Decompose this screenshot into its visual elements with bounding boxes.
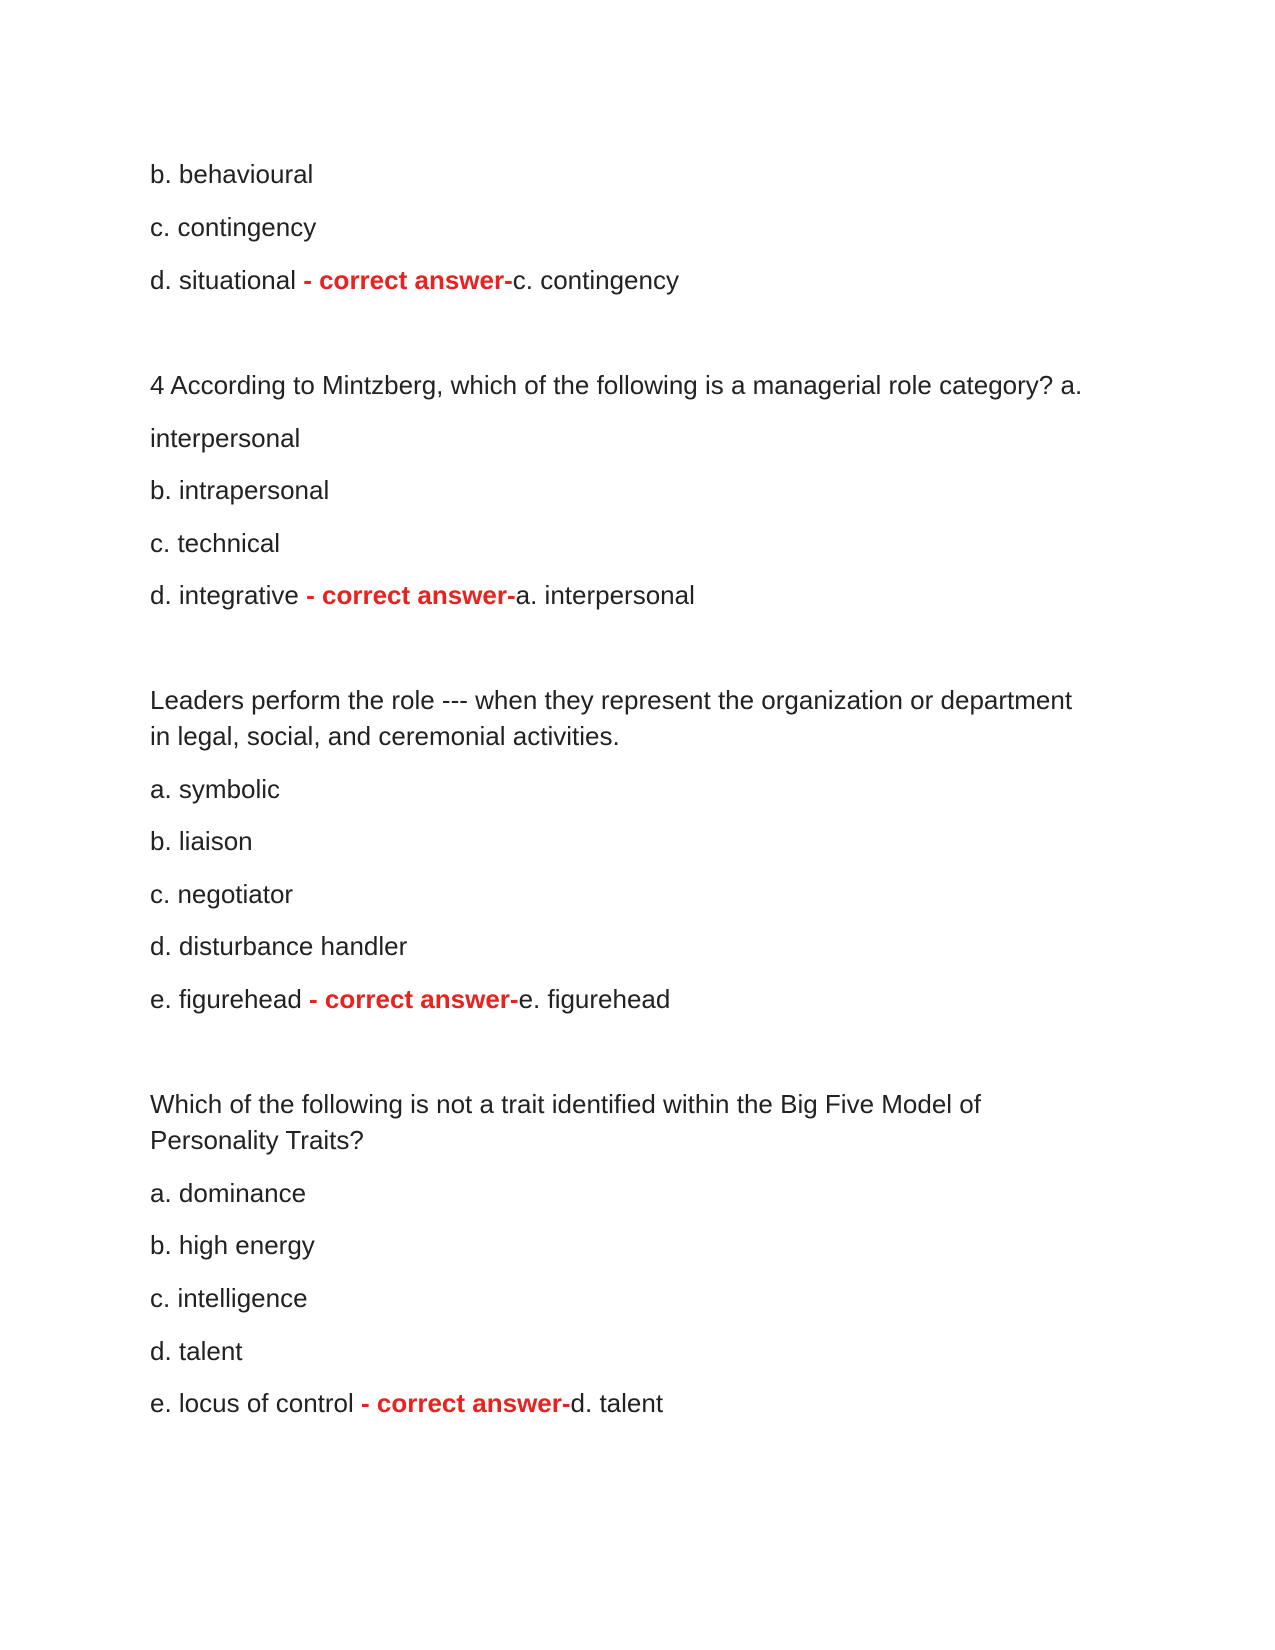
answer-text: c. contingency [512, 265, 679, 295]
option-text: b. intrapersonal [150, 475, 330, 505]
correct-answer-marker: - correct answer- [306, 580, 516, 610]
option-text: a. dominance [150, 1178, 307, 1208]
q4-option-c [150, 528, 280, 558]
q3-option-d-with-answer [150, 265, 679, 295]
option-text: b. behavioural [150, 159, 314, 189]
option-text: a. symbolic [150, 774, 281, 804]
q5-option-b [150, 826, 253, 856]
correct-answer-marker: - correct answer- [303, 265, 513, 295]
correct-answer-marker: - correct answer- [361, 1388, 571, 1418]
q5-option-d [150, 931, 407, 961]
option-text: d. disturbance handler [150, 931, 408, 961]
answer-text: e. figurehead [518, 984, 671, 1014]
answer-text: a. interpersonal [515, 580, 695, 610]
q6-option-b [150, 1230, 315, 1260]
option-text: e. locus of control [150, 1388, 354, 1418]
q6-option-a [150, 1178, 306, 1208]
q5-question-line1: Leaders perform the role --- when they represent the organization or department [150, 685, 1073, 715]
q4-option-b [150, 475, 329, 505]
option-text: c. technical [150, 528, 281, 558]
q4-question-line1: 4 According to Mintzberg, which of the following is a managerial role category? a. [150, 370, 1083, 400]
q6-option-d [150, 1336, 243, 1366]
option-text: e. figurehead [150, 984, 302, 1014]
q6-option-e-with-answer [150, 1388, 663, 1418]
option-text: c. negotiator [150, 879, 294, 909]
q6-question-line2: Personality Traits? [150, 1125, 364, 1155]
q5-option-e-with-answer [150, 984, 670, 1014]
answer-text: d. talent [570, 1388, 664, 1418]
q3-option-b [150, 159, 313, 189]
q5-question-line2: in legal, social, and ceremonial activities. [150, 721, 620, 751]
option-text: b. high energy [150, 1230, 315, 1260]
q5-option-c [150, 879, 293, 909]
option-text: c. contingency [150, 212, 317, 242]
option-text: d. situational [150, 265, 296, 295]
correct-answer-marker: - correct answer- [309, 984, 519, 1014]
q4-option-d-with-answer [150, 580, 695, 610]
option-text: c. intelligence [150, 1283, 308, 1313]
q6-question-line1: Which of the following is not a trait identified within the Big Five Model of [150, 1089, 981, 1119]
option-text: d. integrative [150, 580, 299, 610]
q3-option-c [150, 212, 316, 242]
option-text: d. talent [150, 1336, 243, 1366]
q6-option-c [150, 1283, 308, 1313]
option-text: b. liaison [150, 826, 253, 856]
q4-question-line2: interpersonal [150, 423, 301, 453]
q5-option-a [150, 774, 280, 804]
